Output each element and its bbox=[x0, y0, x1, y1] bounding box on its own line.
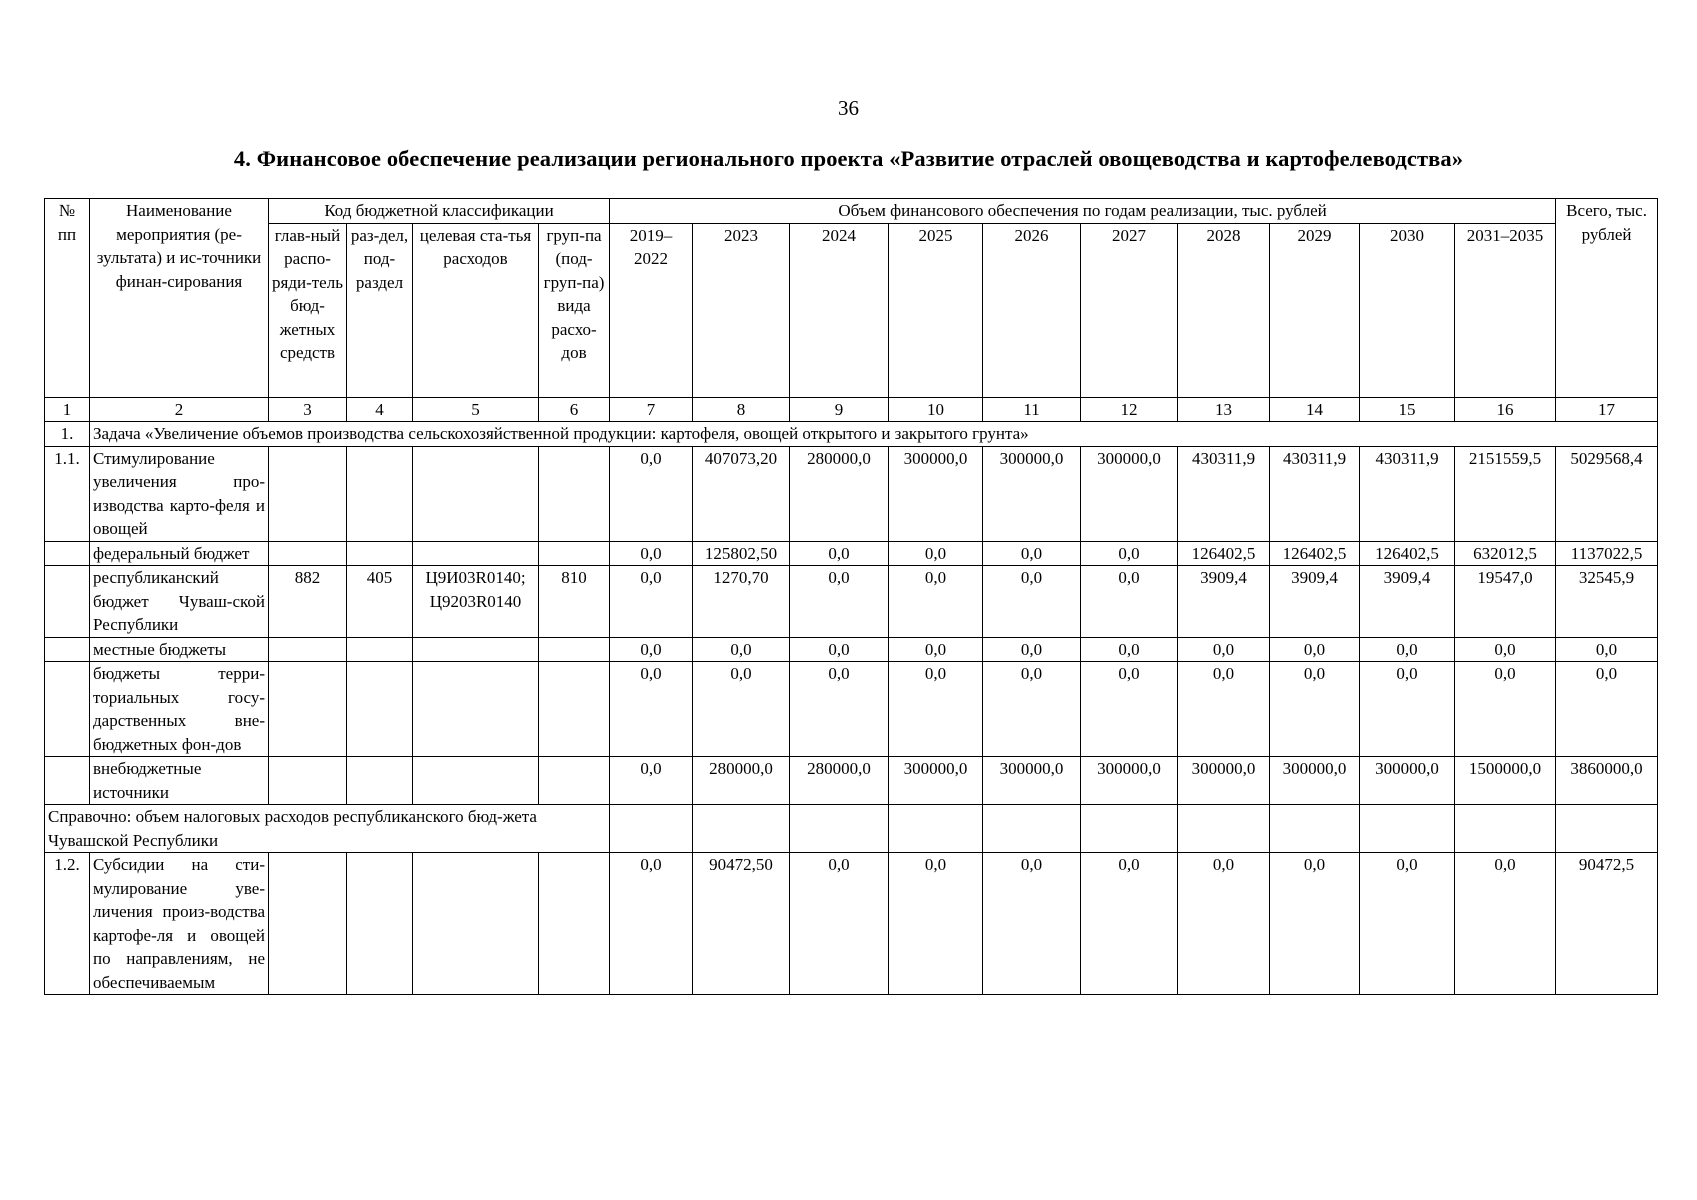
table-row bbox=[45, 541, 1658, 566]
header-year: 2027 bbox=[1081, 223, 1178, 397]
row-name: республиканский бюджет Чуваш-ской Республики bbox=[90, 566, 269, 638]
value-cell: 632012,5 bbox=[1455, 541, 1556, 566]
value-cell: 126402,5 bbox=[1178, 541, 1270, 566]
column-number: 5 bbox=[413, 397, 539, 422]
value-cell: 300000,0 bbox=[1081, 757, 1178, 805]
value-cell: 0,0 bbox=[889, 637, 983, 662]
value-cell: 300000,0 bbox=[889, 446, 983, 541]
header-year: 2031–2035 bbox=[1455, 223, 1556, 397]
reference-text: Справочно: объем налоговых расходов республиканского бюд-жета Чувашской Республики bbox=[45, 805, 610, 853]
header-year: 2029 bbox=[1270, 223, 1360, 397]
row-number bbox=[45, 662, 90, 757]
value-cell: 0,0 bbox=[1081, 662, 1178, 757]
total-cell: 3860000,0 bbox=[1556, 757, 1658, 805]
header-total: Всего, тыс. рублей bbox=[1556, 199, 1658, 398]
value-cell: 0,0 bbox=[1178, 662, 1270, 757]
column-number: 17 bbox=[1556, 397, 1658, 422]
value-cell: 0,0 bbox=[983, 662, 1081, 757]
vid-cell bbox=[539, 541, 610, 566]
value-cell: 0,0 bbox=[610, 446, 693, 541]
row-name: местные бюджеты bbox=[90, 637, 269, 662]
header-grbs: глав-ный распо-ряди-тель бюд-жетных средств bbox=[269, 223, 347, 397]
value-cell: 300000,0 bbox=[1270, 757, 1360, 805]
value-cell: 1270,70 bbox=[693, 566, 790, 638]
value-cell: 0,0 bbox=[693, 662, 790, 757]
row-number bbox=[45, 637, 90, 662]
value-cell: 0,0 bbox=[1270, 662, 1360, 757]
column-number: 11 bbox=[983, 397, 1081, 422]
value-cell: 430311,9 bbox=[1178, 446, 1270, 541]
value-cell: 300000,0 bbox=[889, 757, 983, 805]
value-cell: 280000,0 bbox=[790, 446, 889, 541]
value-cell: 300000,0 bbox=[1360, 757, 1455, 805]
value-cell: 3909,4 bbox=[1360, 566, 1455, 638]
value-cell: 0,0 bbox=[1455, 637, 1556, 662]
value-cell: 0,0 bbox=[889, 853, 983, 995]
value-cell: 0,0 bbox=[1081, 541, 1178, 566]
reference-row bbox=[45, 805, 1658, 853]
value-cell: 3909,4 bbox=[1178, 566, 1270, 638]
table-row bbox=[45, 853, 1658, 995]
section-title: 4. Финансовое обеспечение реализации регионального проекта «Развитие отраслей овощеводства и картофелеводства» bbox=[233, 146, 1464, 171]
task-number: 1. bbox=[45, 422, 90, 447]
grbs-cell bbox=[269, 757, 347, 805]
value-cell: 280000,0 bbox=[693, 757, 790, 805]
header-year: 2025 bbox=[889, 223, 983, 397]
grbs-cell bbox=[269, 853, 347, 995]
column-number: 14 bbox=[1270, 397, 1360, 422]
value-cell: 90472,50 bbox=[693, 853, 790, 995]
value-cell: 0,0 bbox=[610, 853, 693, 995]
value-cell: 2151559,5 bbox=[1455, 446, 1556, 541]
value-cell: 300000,0 bbox=[1178, 757, 1270, 805]
grbs-cell bbox=[269, 541, 347, 566]
row-name: Стимулирование увеличения про-изводства карто-феля и овощей bbox=[90, 446, 269, 541]
vid-cell: 810 bbox=[539, 566, 610, 638]
target-cell bbox=[413, 662, 539, 757]
razdel-cell bbox=[347, 853, 413, 995]
header-year: 2026 bbox=[983, 223, 1081, 397]
grbs-cell bbox=[269, 662, 347, 757]
value-cell: 0,0 bbox=[983, 566, 1081, 638]
header-year: 2028 bbox=[1178, 223, 1270, 397]
row-name: Субсидии на сти-мулирование уве-личения произ-водства картофе-ля и овощей по направлениям, не обеспечиваемым bbox=[90, 853, 269, 995]
grbs-cell bbox=[269, 446, 347, 541]
column-number: 3 bbox=[269, 397, 347, 422]
value-cell: 0,0 bbox=[983, 541, 1081, 566]
target-cell: Ц9И03R0140; Ц9203R0140 bbox=[413, 566, 539, 638]
value-cell: 0,0 bbox=[1178, 853, 1270, 995]
header-name: Наименование мероприятия (ре-зультата) и ис-точники финан-сирования bbox=[90, 199, 269, 398]
value-cell: 0,0 bbox=[889, 566, 983, 638]
value-cell: 430311,9 bbox=[1360, 446, 1455, 541]
value-cell: 1500000,0 bbox=[1455, 757, 1556, 805]
value-cell: 0,0 bbox=[889, 541, 983, 566]
empty-cell bbox=[1178, 805, 1270, 853]
column-number: 7 bbox=[610, 397, 693, 422]
vid-cell bbox=[539, 662, 610, 757]
column-number: 15 bbox=[1360, 397, 1455, 422]
empty-cell bbox=[1455, 805, 1556, 853]
task-row bbox=[45, 422, 1658, 447]
value-cell: 126402,5 bbox=[1270, 541, 1360, 566]
value-cell: 0,0 bbox=[1178, 637, 1270, 662]
column-number: 16 bbox=[1455, 397, 1556, 422]
target-cell bbox=[413, 637, 539, 662]
empty-cell bbox=[790, 805, 889, 853]
financing-table bbox=[44, 198, 1658, 995]
value-cell: 0,0 bbox=[1455, 853, 1556, 995]
empty-cell bbox=[983, 805, 1081, 853]
value-cell: 300000,0 bbox=[983, 757, 1081, 805]
table-row bbox=[45, 662, 1658, 757]
row-number: 1.1. bbox=[45, 446, 90, 541]
row-name: внебюджетные источники bbox=[90, 757, 269, 805]
table-row bbox=[45, 446, 1658, 541]
total-cell: 5029568,4 bbox=[1556, 446, 1658, 541]
value-cell: 125802,50 bbox=[693, 541, 790, 566]
value-cell: 0,0 bbox=[1081, 853, 1178, 995]
header-no: № пп bbox=[45, 199, 90, 398]
empty-cell bbox=[693, 805, 790, 853]
target-cell bbox=[413, 757, 539, 805]
value-cell: 0,0 bbox=[790, 662, 889, 757]
value-cell: 0,0 bbox=[1081, 566, 1178, 638]
column-number: 9 bbox=[790, 397, 889, 422]
total-cell: 1137022,5 bbox=[1556, 541, 1658, 566]
value-cell: 0,0 bbox=[790, 637, 889, 662]
razdel-cell: 405 bbox=[347, 566, 413, 638]
column-number: 10 bbox=[889, 397, 983, 422]
value-cell: 0,0 bbox=[889, 662, 983, 757]
value-cell: 0,0 bbox=[693, 637, 790, 662]
value-cell: 0,0 bbox=[790, 541, 889, 566]
value-cell: 0,0 bbox=[983, 853, 1081, 995]
empty-cell bbox=[1270, 805, 1360, 853]
vid-cell bbox=[539, 446, 610, 541]
header-year: 2023 bbox=[693, 223, 790, 397]
row-number bbox=[45, 566, 90, 638]
value-cell: 126402,5 bbox=[1360, 541, 1455, 566]
value-cell: 3909,4 bbox=[1270, 566, 1360, 638]
row-number bbox=[45, 541, 90, 566]
value-cell: 0,0 bbox=[610, 566, 693, 638]
value-cell: 0,0 bbox=[1270, 637, 1360, 662]
column-number: 1 bbox=[45, 397, 90, 422]
total-cell: 0,0 bbox=[1556, 637, 1658, 662]
column-number: 8 bbox=[693, 397, 790, 422]
header-year: 2030 bbox=[1360, 223, 1455, 397]
empty-cell bbox=[610, 805, 693, 853]
header-year: 2024 bbox=[790, 223, 889, 397]
value-cell: 19547,0 bbox=[1455, 566, 1556, 638]
empty-cell bbox=[1081, 805, 1178, 853]
value-cell: 0,0 bbox=[790, 566, 889, 638]
value-cell: 407073,20 bbox=[693, 446, 790, 541]
header-row-2 bbox=[45, 223, 1658, 397]
vid-cell bbox=[539, 757, 610, 805]
header-target: целевая ста-тья расходов bbox=[413, 223, 539, 397]
target-cell bbox=[413, 853, 539, 995]
value-cell: 0,0 bbox=[610, 637, 693, 662]
total-cell: 32545,9 bbox=[1556, 566, 1658, 638]
column-number: 6 bbox=[539, 397, 610, 422]
value-cell: 0,0 bbox=[610, 662, 693, 757]
header-vid: груп-па (под-груп-па) вида расхо-дов bbox=[539, 223, 610, 397]
value-cell: 0,0 bbox=[790, 853, 889, 995]
column-number: 4 bbox=[347, 397, 413, 422]
vid-cell bbox=[539, 637, 610, 662]
row-number: 1.2. bbox=[45, 853, 90, 995]
column-number-row bbox=[45, 397, 1658, 422]
table-row bbox=[45, 566, 1658, 638]
razdel-cell bbox=[347, 662, 413, 757]
grbs-cell bbox=[269, 637, 347, 662]
empty-cell bbox=[1360, 805, 1455, 853]
table-row bbox=[45, 637, 1658, 662]
value-cell: 0,0 bbox=[1270, 853, 1360, 995]
value-cell: 0,0 bbox=[610, 757, 693, 805]
razdel-cell bbox=[347, 757, 413, 805]
value-cell: 300000,0 bbox=[983, 446, 1081, 541]
header-year: 2019–2022 bbox=[610, 223, 693, 397]
total-cell: 90472,5 bbox=[1556, 853, 1658, 995]
value-cell: 0,0 bbox=[1360, 637, 1455, 662]
value-cell: 300000,0 bbox=[1081, 446, 1178, 541]
row-name: федеральный бюджет bbox=[90, 541, 269, 566]
target-cell bbox=[413, 541, 539, 566]
header-volume: Объем финансового обеспечения по годам реализации, тыс. рублей bbox=[610, 199, 1556, 224]
page-number: 36 bbox=[838, 96, 859, 120]
value-cell: 0,0 bbox=[983, 637, 1081, 662]
column-number: 13 bbox=[1178, 397, 1270, 422]
header-razdel: раз-дел, под-раздел bbox=[347, 223, 413, 397]
total-cell: 0,0 bbox=[1556, 662, 1658, 757]
value-cell: 0,0 bbox=[1081, 637, 1178, 662]
value-cell: 0,0 bbox=[1455, 662, 1556, 757]
header-row-1 bbox=[45, 199, 1658, 224]
grbs-cell: 882 bbox=[269, 566, 347, 638]
value-cell: 0,0 bbox=[610, 541, 693, 566]
row-number bbox=[45, 757, 90, 805]
column-number: 2 bbox=[90, 397, 269, 422]
value-cell: 0,0 bbox=[1360, 853, 1455, 995]
empty-cell bbox=[889, 805, 983, 853]
table-row bbox=[45, 757, 1658, 805]
empty-cell bbox=[1556, 805, 1658, 853]
vid-cell bbox=[539, 853, 610, 995]
value-cell: 430311,9 bbox=[1270, 446, 1360, 541]
razdel-cell bbox=[347, 446, 413, 541]
column-number: 12 bbox=[1081, 397, 1178, 422]
value-cell: 0,0 bbox=[1360, 662, 1455, 757]
task-text: Задача «Увеличение объемов производства сельскохозяйственной продукции: картофеля, овощей открытого и закрытого грунта» bbox=[90, 422, 1658, 447]
value-cell: 280000,0 bbox=[790, 757, 889, 805]
razdel-cell bbox=[347, 637, 413, 662]
header-budget-code: Код бюджетной классификации bbox=[269, 199, 610, 224]
razdel-cell bbox=[347, 541, 413, 566]
row-name: бюджеты терри-ториальных госу-дарственных вне-бюджетных фон-дов bbox=[90, 662, 269, 757]
target-cell bbox=[413, 446, 539, 541]
